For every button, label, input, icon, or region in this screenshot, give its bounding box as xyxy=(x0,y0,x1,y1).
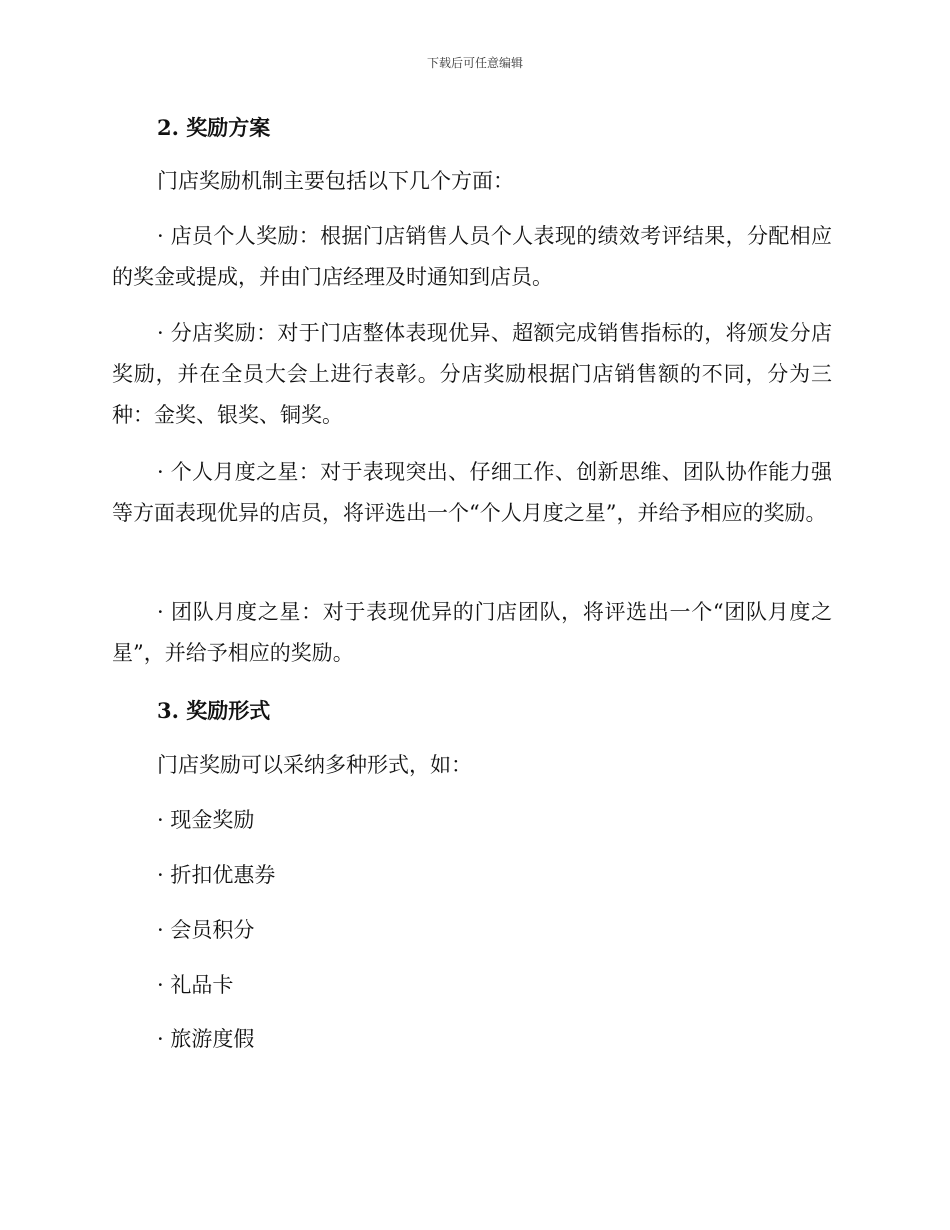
reward-item-staff: · 店员个人奖励：根据门店销售人员个人表现的绩效考评结果，分配相应的奖金或提成，并由门店经理及时通知到店员。 xyxy=(112,224,832,289)
section-3-intro: 门店奖励可以采纳多种形式，如： xyxy=(157,753,472,777)
list-item-cash: · 现金奖励 xyxy=(157,808,255,832)
section-2-intro: 门店奖励机制主要包括以下几个方面： xyxy=(157,169,514,193)
list-item-points: · 会员积分 xyxy=(157,918,255,942)
page-header: 下载后可任意编辑 xyxy=(426,56,523,70)
reward-item-branch: · 分店奖励：对于门店整体表现优异、超额完成销售指标的，将颁发分店奖励，并在全员大会上进行表彰。分店奖励根据门店销售额的不同，分为三种：金奖、银奖、铜奖。 xyxy=(112,321,832,427)
list-item-gift-card: · 礼品卡 xyxy=(157,973,234,997)
list-item-travel: · 旅游度假 xyxy=(157,1027,255,1051)
reward-item-individual-star: · 个人月度之星：对于表现突出、仔细工作、创新思维、团队协作能力强等方面表现优异的店员，将评选出一个“个人月度之星”，并给予相应的奖励。 xyxy=(112,460,832,525)
list-item-coupon: · 折扣优惠券 xyxy=(157,863,276,887)
reward-item-team-star: · 团队月度之星：对于表现优异的门店团队，将评选出一个“团队月度之星”，并给予相应的奖励。 xyxy=(112,600,832,665)
section-2-heading: 2. 奖励方案 xyxy=(157,115,271,140)
section-3-heading: 3. 奖励形式 xyxy=(157,698,271,723)
